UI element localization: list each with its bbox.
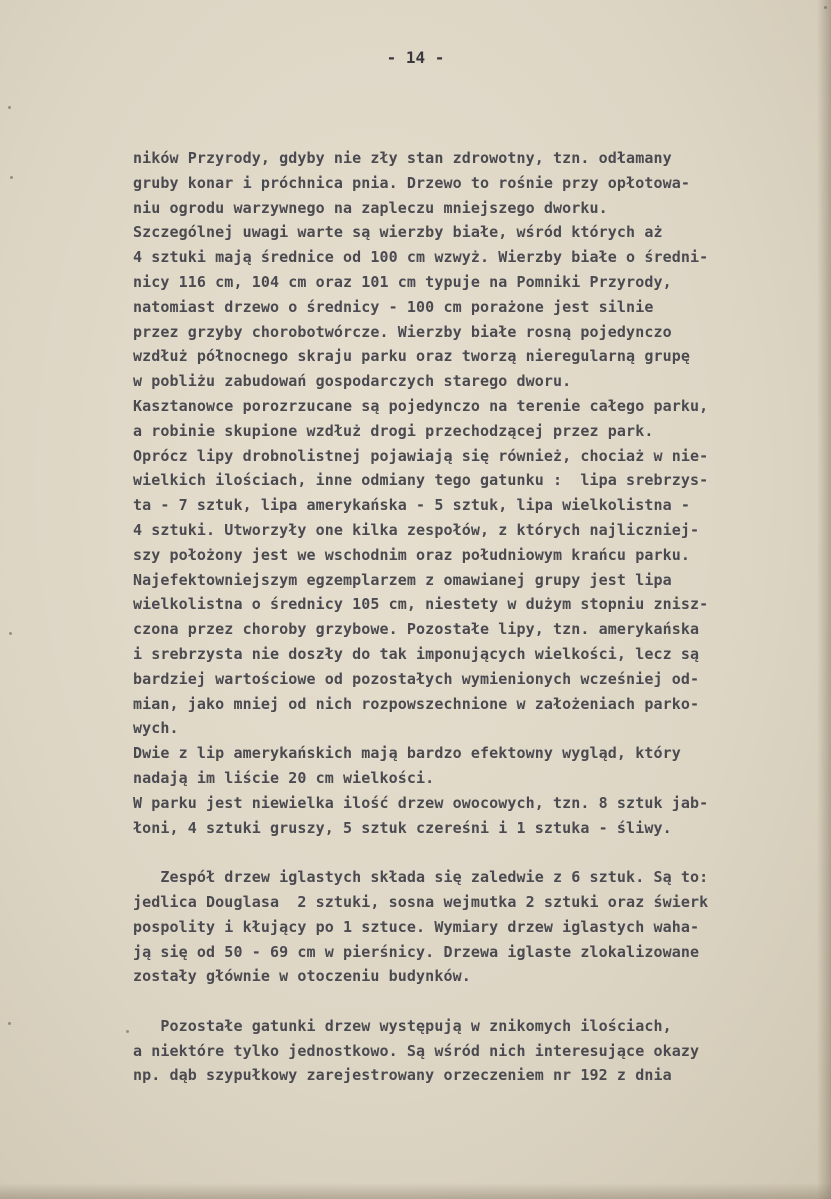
body-text [133,146,803,1088]
text-line: Zespół drzew iglastych składa się zaledwie z 6 sztuk. Są to: [133,868,709,887]
text-line: mian, jako mniej od nich rozpowszechnione w założeniach parko- [133,694,700,713]
text-line: gruby konar i próchnica pnia. Drzewo to rośnie przy opłotowa- [133,173,690,192]
text-line: czona przez choroby grzybowe. Pozostałe lipy, tzn. amerykańska [133,620,700,639]
page-edge-shadow-right [817,0,831,1199]
text-line: przez grzyby chorobotwórcze. Wierzby białe rosną pojedynczo [133,322,672,341]
text-line: zostały głównie w otoczeniu budynków. [133,967,471,986]
scan-mark [126,1030,129,1033]
text-line: wzdłuż północnego skraju parku oraz tworzą nieregularną grupę [133,347,690,366]
scan-mark [9,632,12,635]
text-line: ników Przyrody, gdyby nie zły stan zdrowotny, tzn. odłamany [133,149,672,167]
text-line: łoni, 4 sztuki gruszy, 5 sztuk czereśni i 1 sztuka - śliwy. [133,818,672,837]
text-line: Najefektowniejszym egzemplarzem z omawianej grupy jest lipa [133,570,672,589]
text-line [133,989,803,1014]
text-line: a robinie skupione wzdłuż drogi przechodzącej przez park. [133,421,654,440]
text-line: bardziej wartościowe od pozostałych wymienionych wcześniej od- [133,669,700,688]
text-line: wielkolistna o średnicy 105 cm, niestety w dużym stopniu znisz- [133,595,709,614]
text-line: wielkich ilościach, inne odmiany tego gatunku : lipa srebrzys- [133,471,709,490]
text-line: ją się od 50 - 69 cm w pierśnicy. Drzewa iglaste zlokalizowane [133,942,700,961]
text-line: Dwie z lip amerykańskich mają bardzo efektowny wygląd, który [133,744,681,763]
text-line: jedlica Douglasa 2 sztuki, sosna wejmutka 2 sztuki oraz świerk [133,892,709,911]
scan-mark [824,6,827,9]
text-line: i srebrzysta nie doszły do tak imponujących wielkości, lecz są [133,644,700,663]
text-line: W parku jest niewielka ilość drzew owocowych, tzn. 8 sztuk jab- [133,793,709,812]
text-line: pospolity i kłujący po 1 sztuce. Wymiary drzew iglastych waha- [133,917,700,936]
scan-mark [8,106,11,109]
text-line: ta - 7 sztuk, lipa amerykańska - 5 sztuk, lipa wielkolistna - [133,496,690,515]
text-line: nicy 116 cm, 104 cm oraz 101 cm typuje na Pomniki Przyrody, [133,272,672,291]
text-line: nadają im liście 20 cm wielkości. [133,768,435,787]
text-line: szy położony jest we wschodnim oraz południowym krańcu parku. [133,545,690,564]
text-line: wych. [133,719,179,738]
text-line: niu ogrodu warzywnego na zapleczu mniejszego dworku. [133,198,608,217]
text-line: 4 sztuki mają średnice od 100 cm wzwyż. Wierzby białe o średni- [133,248,709,267]
scan-mark [8,1022,11,1025]
text-line: Szczególnej uwagi warte są wierzby białe, wśród których aż [133,223,663,242]
text-line: natomiast drzewo o średnicy - 100 cm porażone jest silnie [133,297,654,316]
text-line: 4 sztuki. Utworzyły one kilka zespołów, z których najliczniej- [133,520,700,539]
text-line: w pobliżu zabudowań gospodarczych starego dworu. [133,372,572,391]
page-edge-shadow-bottom [0,1183,831,1199]
page-number: - 14 - [386,48,445,67]
text-line [133,840,803,865]
text-line: a niektóre tylko jednostkowo. Są wśród nich interesujące okazy [133,1041,700,1060]
text-line: Oprócz lipy drobnolistnej pojawiają się również, chociaż w nie- [133,446,709,465]
text-line: Kasztanowce porozrzucane są pojedynczo na terenie całego parku, [133,396,709,415]
text-line: np. dąb szypułkowy zarejestrowany orzeczeniem nr 192 z dnia [133,1066,672,1085]
scan-mark [10,176,13,179]
text-line: Pozostałe gatunki drzew występują w znikomych ilościach, [133,1016,672,1035]
